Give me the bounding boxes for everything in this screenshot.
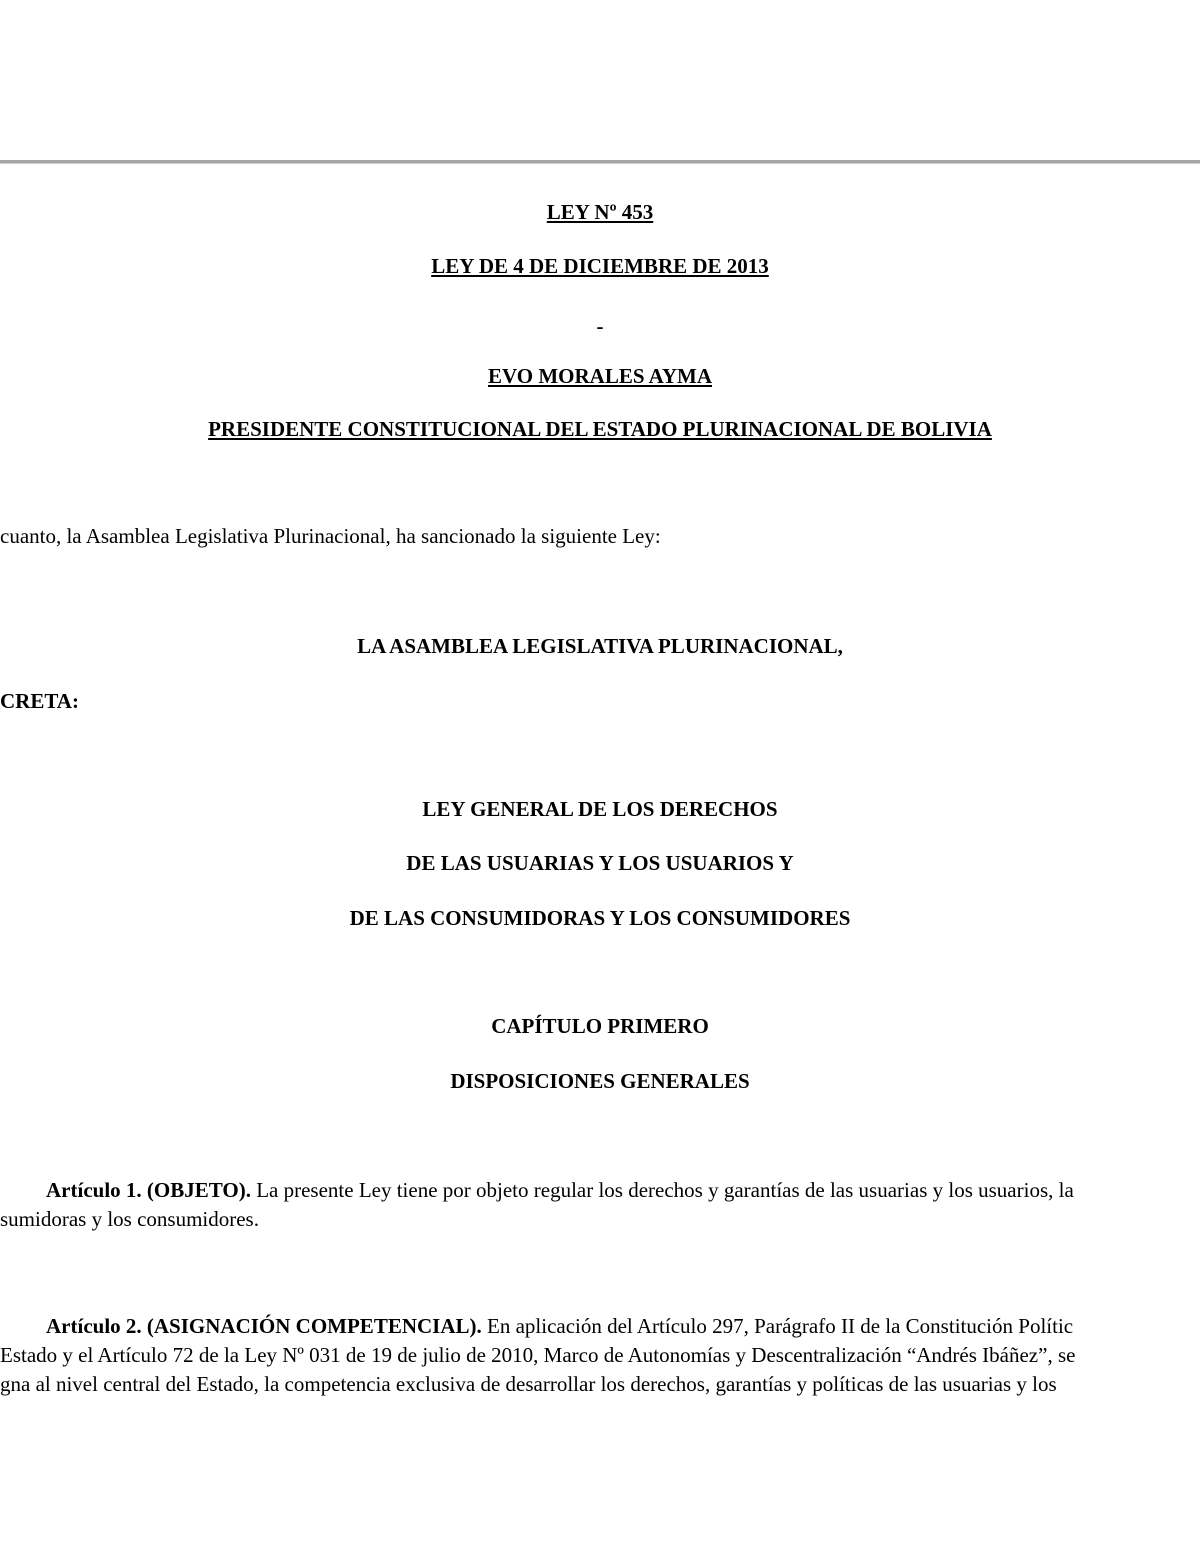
sanction-text: cuanto, la Asamblea Legislativa Plurinacional, ha sancionado la siguiente Ley: <box>0 524 661 548</box>
president-name-text: EVO MORALES AYMA <box>488 364 712 388</box>
assembly-heading: LA ASAMBLEA LEGISLATIVA PLURINACIONAL, <box>357 634 843 658</box>
law-number <box>0 200 1200 225</box>
decreta-heading: CRETA: <box>0 689 79 713</box>
article-2-heading: Artículo 2. (ASIGNACIÓN COMPETENCIAL). <box>46 1314 482 1338</box>
president-name <box>0 364 1200 389</box>
header-separator-text: - <box>596 314 604 338</box>
chapter-number: CAPÍTULO PRIMERO <box>491 1014 709 1038</box>
law-title-line-1: LEY GENERAL DE LOS DERECHOS <box>422 797 778 821</box>
chapter-name: DISPOSICIONES GENERALES <box>450 1069 750 1093</box>
law-title-line-2: DE LAS USUARIAS Y LOS USUARIOS Y <box>406 851 794 875</box>
law-date-text: LEY DE 4 DE DICIEMBRE DE 2013 <box>431 254 769 278</box>
law-number-text: LEY Nº 453 <box>546 200 654 224</box>
article-1-line-1 <box>46 1178 1074 1203</box>
law-date <box>0 254 1200 279</box>
article-2-line-1 <box>46 1314 1073 1339</box>
article-1-heading: Artículo 1. (OBJETO). <box>46 1178 251 1202</box>
article-1-line-2: sumidoras y los consumidores. <box>0 1207 259 1231</box>
article-1-text: La presente Ley tiene por objeto regular los derechos y garantías de las usuarias y los usuarios, la <box>250 1178 1074 1202</box>
president-title-text: PRESIDENTE CONSTITUCIONAL DEL ESTADO PLURINACIONAL DE BOLIVIA <box>208 417 992 441</box>
header-separator <box>0 314 1200 339</box>
president-title <box>0 417 1200 442</box>
article-2-line-2: Estado y el Artículo 72 de la Ley Nº 031 de 19 de julio de 2010, Marco de Autonomías y Descentralización “Andrés Ibáñez”, se <box>0 1343 1076 1367</box>
law-title-line-3: DE LAS CONSUMIDORAS Y LOS CONSUMIDORES <box>349 906 851 930</box>
article-2-text: En aplicación del Artículo 297, Parágrafo II de la Constitución Polític <box>481 1314 1074 1338</box>
article-2-line-3: gna al nivel central del Estado, la competencia exclusiva de desarrollar los derechos, garantías y políticas de las usuarias y los <box>0 1372 1057 1396</box>
page-top-rule <box>0 160 1200 164</box>
